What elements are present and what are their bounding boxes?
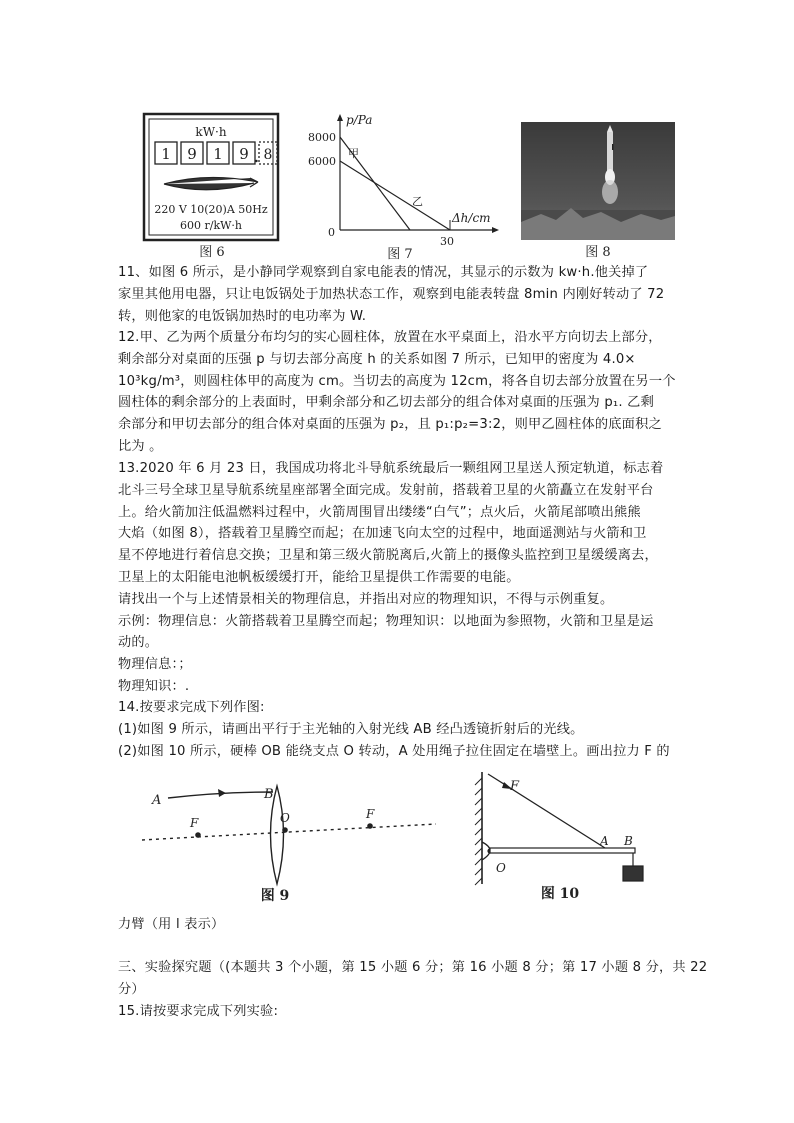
x-axis-label: Δh/cm: [452, 211, 491, 225]
label-a: A: [600, 834, 609, 848]
meter-disc-icon: [164, 177, 258, 189]
q12-line-6: 比为 。: [118, 438, 163, 454]
focus-left: [195, 832, 201, 838]
tick-6000: 6000: [308, 155, 336, 168]
focus-right: [367, 823, 373, 829]
q13-line-8: 示例：物理信息：火箭搭载着卫星腾空而起；物理知识：以地面为参照物，火箭和卫星是运: [118, 613, 654, 629]
section-3-line-1: 三、实验探究题（(本题共 3 个小题，第 15 小题 6 分；第 16 小题 8 分；第 17 小题 8 分，共 22: [118, 960, 708, 975]
q12-line-4: 圆柱体的剩余部分的上表面时，甲剩余部分和乙切去部分的组合体对桌面的压强为 p₁. 乙剩: [118, 395, 654, 411]
q13-line-4: 大焰（如图 8），搭载着卫星腾空而起；在加速飞向太空的过程中，地面遥测站与火箭和卫: [118, 526, 647, 542]
q13-line-7: 请找出一个与上述情景相关的物理信息，并指出对应的物理知识，不得与示例重复。: [118, 591, 614, 607]
question-13: [118, 458, 688, 698]
q13-line-10: 物理信息：；: [118, 657, 192, 673]
figure-6: [142, 112, 282, 260]
meter-unit: kW·h: [195, 125, 227, 139]
figure-9: [140, 772, 440, 904]
meter-digit-2: 9: [187, 145, 197, 163]
figure-10: [462, 768, 652, 908]
q13-line-3: 上。给火箭加注低温燃料过程中，火箭周围冒出缕缕“白气”；点火后，火箭尾部喷出熊熊: [118, 504, 641, 520]
q14-line-1: 14.按要求完成下列作图:: [118, 700, 265, 715]
rod-ob: [490, 848, 635, 853]
label-o: O: [280, 811, 290, 825]
q12-line-2: 剩余部分对桌面的压强 p 与切去部分高度 h 的关系如图 7 所示，已知甲的密度为 4.0×: [118, 351, 636, 367]
meter-digit-3: 1: [213, 145, 223, 163]
tick-30: 30: [440, 235, 454, 248]
q13-line-2: 北斗三号全球卫星导航系统星座部署全面完成。发射前，搭载着卫星的火箭矗立在发射平台: [118, 482, 654, 498]
figure-8-caption: 图 8: [585, 245, 611, 260]
figure-6-caption: 图 6: [199, 245, 225, 260]
meter-spec-1: 220 V 10(20)A 50Hz: [154, 203, 268, 216]
line-yi: [340, 161, 450, 230]
figure-9-caption: 图 9: [260, 888, 290, 904]
label-jia: 甲: [348, 147, 359, 160]
convex-lens-diagram: [140, 772, 440, 904]
question-14-tail: [118, 914, 688, 936]
tick-0: 0: [328, 226, 335, 239]
label-f-left: F: [190, 816, 199, 830]
figure-10-caption: 图 10: [540, 886, 580, 902]
q12-line-3: 10³kg/m³，则圆柱体甲的高度为 cm。当切去的高度为 12cm，将各自切去部分放置在另一个: [118, 373, 676, 389]
meter-digit-4: 9: [239, 145, 249, 163]
meter-digit-decimal: 8: [263, 147, 273, 163]
question-14: [118, 697, 688, 762]
meter-spec-2: 600 r/kW·h: [179, 219, 243, 232]
q12-line-5: 余部分和甲切去部分的组合体对桌面的压强为 p₂，且 p₁:p₂=3:2，则甲乙圆柱体的底面积之: [118, 417, 662, 433]
q13-line-6: 卫星上的太阳能电池帆板缓缓打开，能给卫星提供工作需要的电能。: [118, 569, 520, 585]
figure-8: [521, 122, 675, 260]
q11-line-3: 转，则他家的电饭锅加热时的电功率为 W.: [118, 308, 367, 324]
label-f-right: F: [366, 807, 375, 821]
principal-axis: [142, 824, 436, 840]
tick-8000: 8000: [308, 131, 336, 144]
label-b: B: [264, 787, 274, 802]
q14-line-3: (2)如图 10 所示，硬棒 OB 能绕支点 O 转动，A 处用绳子拉住固定在墙壁上。画出拉力 F 的: [118, 743, 670, 759]
q13-line-9: 动的。: [118, 635, 159, 651]
label-f: F: [510, 779, 520, 794]
pressure-graph: [300, 112, 500, 260]
label-a: A: [152, 793, 162, 808]
y-axis-label: p/Pa: [346, 113, 373, 127]
q15-line-1: 15.请按要求完成下列实验:: [118, 1004, 279, 1019]
meter-digit-1: 1: [161, 145, 171, 163]
lever-diagram: [462, 768, 652, 908]
label-b: B: [624, 834, 633, 848]
section-3-line-2: 分）: [118, 981, 145, 997]
q11-line-2: 家里其他用电器，只让电饭锅处于加热状态工作，观察到电能表转盘 8min 内刚好转动了 72: [118, 286, 665, 302]
question-11: [118, 262, 688, 327]
label-o: O: [496, 861, 506, 875]
question-12: [118, 327, 688, 458]
question-15: [118, 1001, 688, 1023]
q13-line-11: 物理知识：.: [118, 678, 190, 694]
electricity-meter-drawing: [142, 112, 282, 260]
q13-line-5: 星不停地进行着信息交换；卫星和第三级火箭脱离后,火箭上的摄像头监控到卫星缓缓离去，: [118, 548, 658, 564]
q13-line-1: 13.2020 年 6 月 23 日，我国成功将北斗导航系统最后一颗组网卫星送人预定轨道，标志着: [118, 461, 664, 476]
rocket-launch-photo: [521, 122, 675, 260]
q14-line-2: (1)如图 9 所示，请画出平行于主光轴的入射光线 AB 经凸透镜折射后的光线。: [118, 721, 584, 737]
rocket-icon: [607, 132, 613, 172]
q12-line-1: 12.甲、乙为两个质量分布均匀的实心圆柱体，放置在水平桌面上，沿水平方向切去上部分，: [118, 330, 662, 345]
weight-block: [623, 866, 643, 881]
label-yi: 乙: [412, 195, 423, 208]
section-3-heading: [118, 957, 708, 1001]
figure-7-caption: 图 7: [387, 247, 413, 260]
q11-line-1: 11、如图 6 所示，是小静同学观察到自家电能表的情况，其显示的示数为 kw·h.他关掉了: [118, 265, 649, 280]
figure-7: [300, 112, 500, 260]
q14-tail-line: 力臂（用 l 表示）: [118, 917, 225, 932]
